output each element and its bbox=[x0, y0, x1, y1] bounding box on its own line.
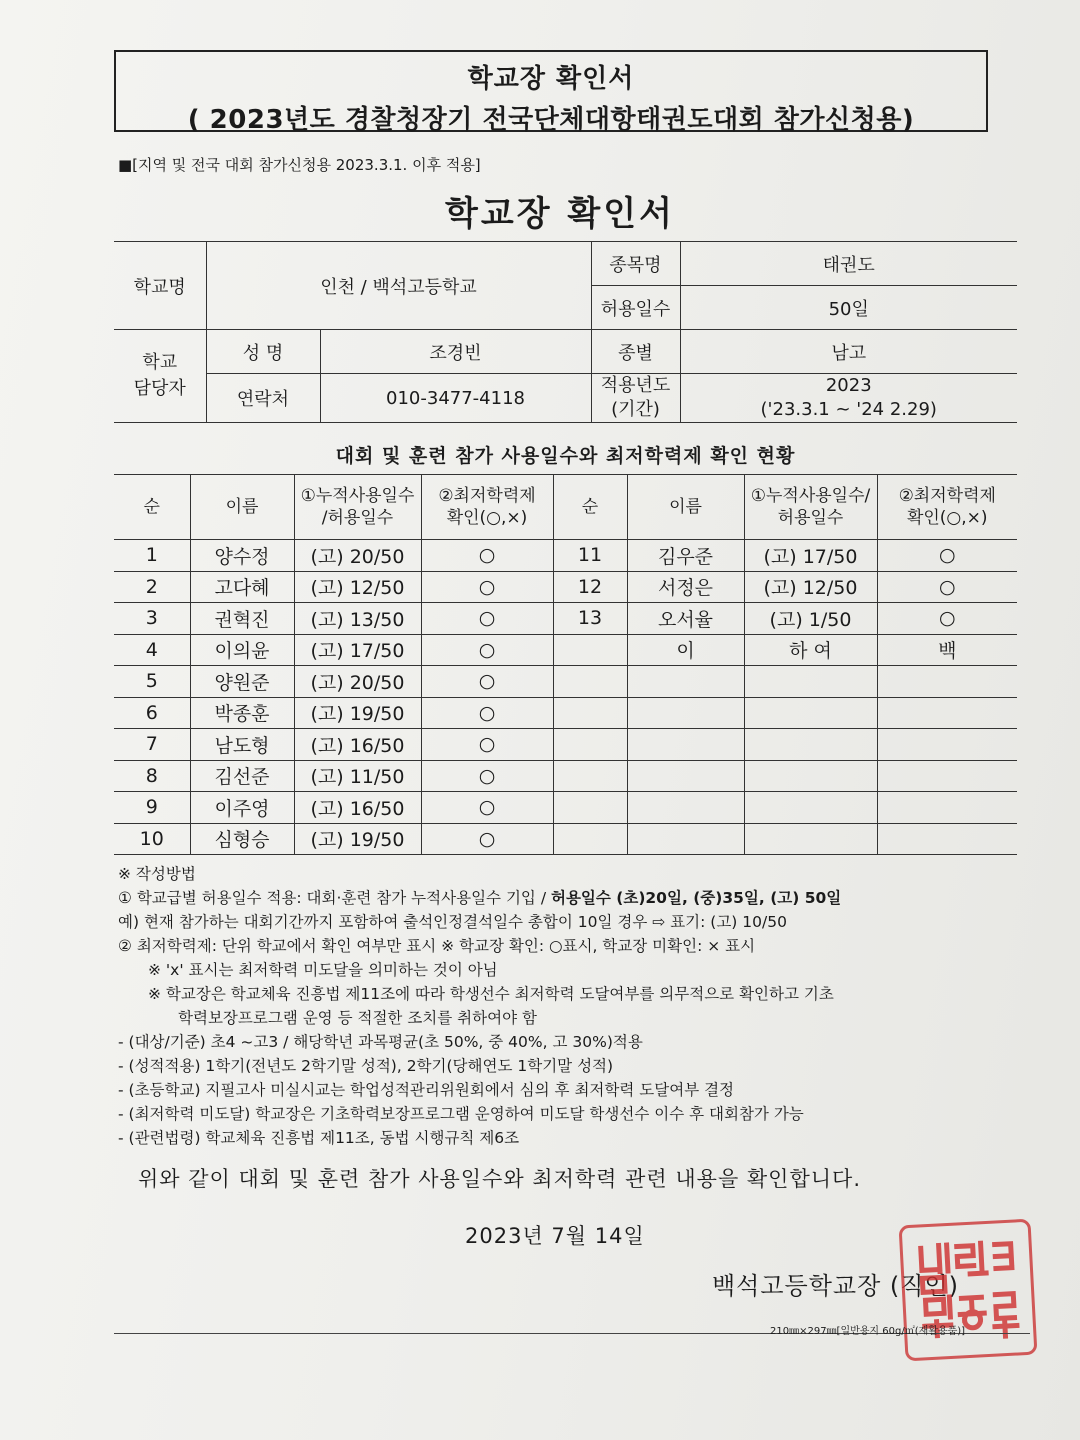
contact-value: 010-3477-4118 bbox=[320, 374, 591, 423]
row-check: ○ bbox=[421, 603, 553, 635]
row-name: 김선준 bbox=[190, 760, 294, 792]
row-no-right: 13 bbox=[553, 603, 627, 635]
event-label: 종목명 bbox=[591, 242, 680, 286]
row-check-right bbox=[877, 729, 1017, 761]
row-days-right: (고) 1/50 bbox=[744, 603, 877, 635]
row-name: 양수정 bbox=[190, 540, 294, 572]
row-check-right bbox=[877, 792, 1017, 824]
row-check: ○ bbox=[421, 792, 553, 824]
detail-5: - (관련법령) 학교체육 진흥법 제11조, 동법 시행규칙 제6조 bbox=[118, 1129, 520, 1147]
row-days-right bbox=[744, 729, 877, 761]
table-row bbox=[114, 540, 1017, 572]
row-days: (고) 16/50 bbox=[294, 729, 421, 761]
row-no: 3 bbox=[114, 603, 190, 635]
allowed-days-value: 50일 bbox=[680, 286, 1017, 330]
row-no-right: 12 bbox=[553, 571, 627, 603]
detail-4: - (최저학력 미도달) 학교장은 기초학력보장프로그램 운영하여 미도달 학생선수 이수 후 대회참가 가능 bbox=[118, 1105, 804, 1123]
row-check-right bbox=[877, 666, 1017, 698]
table-row bbox=[114, 571, 1017, 603]
table-row bbox=[114, 792, 1017, 824]
note-1a: ① 학교급별 허용일수 적용: 대회·훈련 참가 누적사용일수 기입 / bbox=[118, 889, 551, 907]
header-title: 학교장 확인서 bbox=[467, 64, 635, 94]
row-days-right bbox=[744, 823, 877, 855]
row-name: 박종훈 bbox=[190, 697, 294, 729]
row-name: 고다혜 bbox=[190, 571, 294, 603]
row-days: (고) 19/50 bbox=[294, 697, 421, 729]
detail-1: - (대상/기준) 초4 ~고3 / 해당학년 과목평균(초 50%, 중 40%, 고 30%)적용 bbox=[118, 1033, 643, 1051]
type-label: 종별 bbox=[591, 330, 680, 374]
principal-text: 백석고등학교장 (직인) bbox=[712, 1272, 960, 1300]
row-no: 1 bbox=[114, 540, 190, 572]
row-name: 이주영 bbox=[190, 792, 294, 824]
note-3: ※ 'x' 표시는 최저학력 미도달을 의미하는 것이 아님 bbox=[148, 961, 498, 979]
info-table bbox=[114, 241, 1017, 423]
table-row bbox=[114, 729, 1017, 761]
row-days-right bbox=[744, 666, 877, 698]
row-no: 9 bbox=[114, 792, 190, 824]
row-days-right: 하 여 bbox=[744, 634, 877, 666]
allowed-days-label: 허용일수 bbox=[591, 286, 680, 330]
row-no: 10 bbox=[114, 823, 190, 855]
row-check-right: ○ bbox=[877, 571, 1017, 603]
confirm-text: 위와 같이 대회 및 훈련 참가 사용일수와 최저학력 관련 내용을 확인합니다. bbox=[138, 1167, 862, 1191]
name-label: 성 명 bbox=[206, 330, 320, 374]
header-name: 이름 bbox=[190, 475, 294, 540]
row-check: ○ bbox=[421, 666, 553, 698]
table-header-row bbox=[114, 475, 1017, 540]
detail-2: - (성적적용) 1학기(전년도 2학기말 성적), 2학기(당해연도 1학기말 성적) bbox=[118, 1057, 614, 1075]
row-no: 8 bbox=[114, 760, 190, 792]
row-no-right bbox=[553, 697, 627, 729]
row-name: 이의윤 bbox=[190, 634, 294, 666]
row-days: (고) 17/50 bbox=[294, 634, 421, 666]
row-days-right bbox=[744, 792, 877, 824]
row-days: (고) 20/50 bbox=[294, 666, 421, 698]
row-name: 남도형 bbox=[190, 729, 294, 761]
table-row bbox=[114, 697, 1017, 729]
manager-label: 학교 담당자 bbox=[114, 330, 206, 423]
row-check: ○ bbox=[421, 540, 553, 572]
row-no-right bbox=[553, 823, 627, 855]
row-no: 7 bbox=[114, 729, 190, 761]
note-4a: ※ 학교장은 학교체육 진흥법 제11조에 따라 학생선수 최저학력 도달여부를 의무적으로 확인하고 기초 bbox=[148, 985, 834, 1003]
table-row bbox=[114, 760, 1017, 792]
applies-note: ■[지역 및 전국 대회 참가신청용 2023.3.1. 이후 적용] bbox=[118, 156, 481, 174]
row-days-right: (고) 12/50 bbox=[744, 571, 877, 603]
date-text: 2023년 7월 14일 bbox=[465, 1224, 645, 1248]
row-no-right bbox=[553, 666, 627, 698]
row-check-right: ○ bbox=[877, 603, 1017, 635]
table-row bbox=[114, 666, 1017, 698]
row-days-right bbox=[744, 760, 877, 792]
header-subtitle: ( 2023년도 경찰청장기 전국단체대항태권도대회 참가신청용) bbox=[187, 105, 915, 135]
note-2: ② 최저학력제: 단위 학교에서 확인 여부만 표시 ※ 학교장 확인: ○표시, 학교장 미확인: × 표시 bbox=[118, 937, 756, 955]
title-box bbox=[114, 50, 988, 135]
table-row bbox=[114, 634, 1017, 666]
row-no: 4 bbox=[114, 634, 190, 666]
event-value: 태권도 bbox=[680, 242, 1017, 286]
notes-heading: ※ 작성방법 bbox=[118, 865, 196, 883]
row-check-right: ○ bbox=[877, 540, 1017, 572]
paper-spec: 210㎜×297㎜[일반용지 60g/㎡(재활용품)] bbox=[770, 1326, 966, 1337]
row-check: ○ bbox=[421, 729, 553, 761]
note-1b: 허용일수 (초)20일, (중)35일, (고) 50일 bbox=[550, 889, 842, 907]
school-value: 인천 / 백석고등학교 bbox=[206, 242, 591, 330]
row-check-right bbox=[877, 697, 1017, 729]
row-name: 심형승 bbox=[190, 823, 294, 855]
row-name: 권혁진 bbox=[190, 603, 294, 635]
header-no: 순 bbox=[114, 475, 190, 540]
row-check: ○ bbox=[421, 697, 553, 729]
header-no-right: 순 bbox=[553, 475, 627, 540]
notes-section bbox=[118, 862, 1038, 1150]
row-no: 5 bbox=[114, 666, 190, 698]
row-no-right bbox=[553, 634, 627, 666]
row-name-right: 오서율 bbox=[627, 603, 744, 635]
row-days: (고) 12/50 bbox=[294, 571, 421, 603]
year-value: 2023 bbox=[825, 375, 872, 396]
year-label: 적용년도 (기간) bbox=[591, 374, 680, 423]
row-check: ○ bbox=[421, 760, 553, 792]
row-check-right bbox=[877, 760, 1017, 792]
row-no-right bbox=[553, 792, 627, 824]
row-name-right bbox=[627, 697, 744, 729]
row-name-right bbox=[627, 823, 744, 855]
table-row bbox=[114, 823, 1017, 855]
year-cell bbox=[680, 374, 1017, 423]
header-days: ①누적사용일수 /허용일수 bbox=[294, 475, 421, 540]
row-name-right bbox=[627, 729, 744, 761]
name-value: 조경빈 bbox=[320, 330, 591, 374]
official-seal bbox=[899, 1219, 1038, 1362]
row-no-right bbox=[553, 760, 627, 792]
student-table bbox=[114, 474, 1017, 855]
note-1c: 예) 현재 참가하는 대회기간까지 포함하여 출석인정결석일수 총합이 10일 경우 ⇨ 표기: (고) 10/50 bbox=[118, 913, 787, 931]
note-4b: 학력보장프로그램 운영 등 적절한 조치를 취하여야 함 bbox=[178, 1009, 537, 1027]
school-label: 학교명 bbox=[114, 242, 206, 330]
header-name-right: 이름 bbox=[627, 475, 744, 540]
row-name: 양원준 bbox=[190, 666, 294, 698]
row-no: 2 bbox=[114, 571, 190, 603]
row-check-right bbox=[877, 823, 1017, 855]
detail-3: - (초등학교) 지필고사 미실시교는 학업성적관리위원회에서 심의 후 최저학력 도달여부 결정 bbox=[118, 1081, 735, 1099]
row-days-right bbox=[744, 697, 877, 729]
row-days: (고) 19/50 bbox=[294, 823, 421, 855]
row-days: (고) 13/50 bbox=[294, 603, 421, 635]
row-no-right bbox=[553, 729, 627, 761]
row-check: ○ bbox=[421, 634, 553, 666]
status-title: 대회 및 훈련 참가 사용일수와 최저학력제 확인 현황 bbox=[335, 445, 796, 467]
row-name-right bbox=[627, 760, 744, 792]
type-value: 남고 bbox=[680, 330, 1017, 374]
row-check: ○ bbox=[421, 571, 553, 603]
row-name-right bbox=[627, 792, 744, 824]
row-days-right: (고) 17/50 bbox=[744, 540, 877, 572]
row-name-right: 김우준 bbox=[627, 540, 744, 572]
contact-label: 연락처 bbox=[206, 374, 320, 423]
row-no: 6 bbox=[114, 697, 190, 729]
header-check-right: ②최저학력제 확인(○,×) bbox=[877, 475, 1017, 540]
year-period: ('23.3.1 ~ '24 2.29) bbox=[760, 399, 937, 420]
note-1 bbox=[118, 886, 1038, 910]
table-row bbox=[114, 603, 1017, 635]
header-days-right: ①누적사용일수/ 허용일수 bbox=[744, 475, 877, 540]
row-no-right: 11 bbox=[553, 540, 627, 572]
row-check: ○ bbox=[421, 823, 553, 855]
row-days: (고) 16/50 bbox=[294, 792, 421, 824]
header-check: ②최저학력제 확인(○,×) bbox=[421, 475, 553, 540]
row-days: (고) 11/50 bbox=[294, 760, 421, 792]
row-days: (고) 20/50 bbox=[294, 540, 421, 572]
row-name-right bbox=[627, 666, 744, 698]
row-name-right: 서정은 bbox=[627, 571, 744, 603]
row-check-right: 백 bbox=[877, 634, 1017, 666]
main-title: 학교장 확인서 bbox=[445, 194, 675, 234]
row-name-right: 이 bbox=[627, 634, 744, 666]
